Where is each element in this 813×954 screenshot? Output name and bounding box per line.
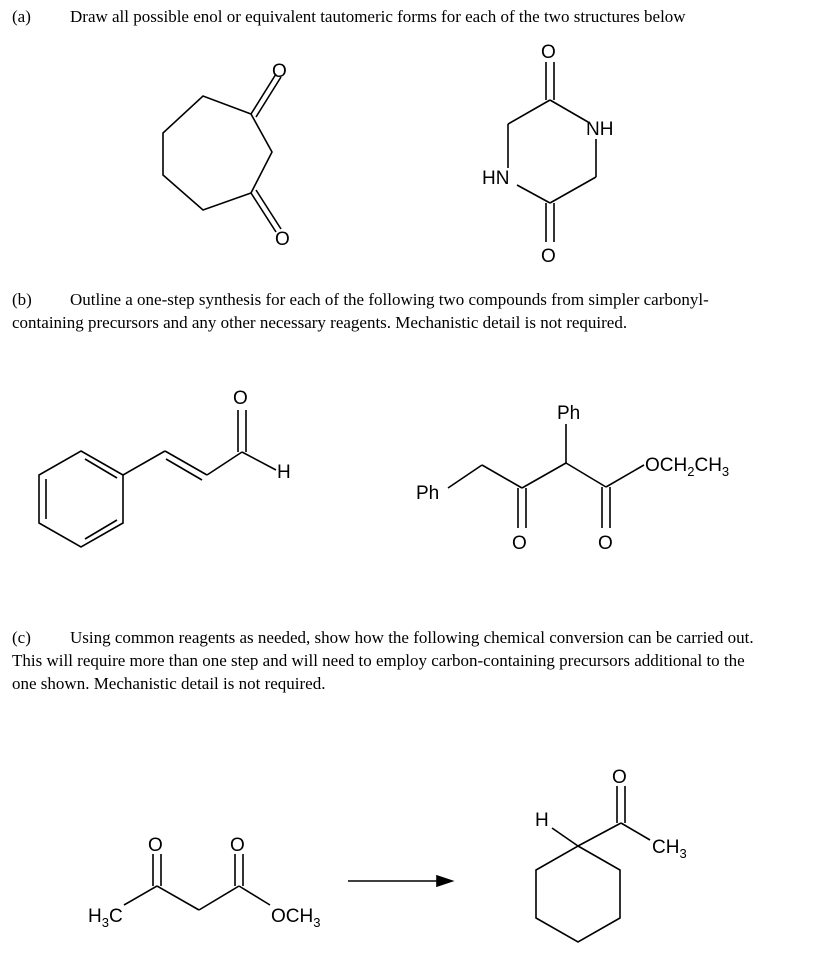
ketone-oxygen-label: O — [148, 835, 163, 856]
methyl-acetoacetate-structure — [88, 835, 320, 930]
cyclohexyl-methyl-ketone-structure — [535, 767, 687, 942]
ketone-oxygen-label: O — [275, 229, 290, 250]
aldehyde-oxygen-label: O — [233, 388, 248, 409]
hn-label: HN — [482, 168, 510, 189]
phenyl-label: Ph — [416, 483, 440, 504]
aldehyde-hydrogen-label: H — [277, 462, 291, 483]
hydrogen-label: H — [535, 810, 549, 831]
question-c-label: (c) — [12, 628, 31, 647]
reaction-arrow — [348, 876, 452, 886]
benzene-ring — [39, 451, 123, 547]
amide-oxygen-label: O — [541, 246, 556, 267]
methyl-label: $H_3C$ — [88, 906, 123, 930]
cyclohexane-ring — [536, 846, 620, 942]
cinnamaldehyde-structure — [39, 388, 291, 547]
question-a-label: (a) — [12, 7, 31, 26]
ketone-oxygen-label: O — [612, 767, 627, 788]
phenyl-label: Ph — [557, 403, 581, 424]
ethoxy-label: $OCH_2CH_3$ — [645, 455, 730, 479]
question-b-text: Outline a one-step synthesis for each of the following two compounds from simpler carbonyl-containing precursors and any other necessary reagents. Mechanistic detail is not required. — [12, 290, 709, 332]
question-c-text: Using common reagents as needed, show how the following chemical conversion can be carried out. This will require more than one step and will need to employ carbon-containing precursors additional to the one shown. Mechanistic detail is not required. — [12, 628, 754, 693]
ester-oxygen-label: O — [598, 533, 613, 554]
question-b-label: (b) — [12, 290, 32, 309]
piperazinedione-structure — [482, 42, 613, 267]
ester-oxygen-label: O — [230, 835, 245, 856]
amide-oxygen-label: O — [541, 42, 556, 63]
methyl-label: $CH_3$ — [652, 837, 687, 861]
question-a-text: Draw all possible enol or equivalent tautomeric forms for each of the two structures below — [70, 7, 686, 26]
methoxy-label: $OCH_3$ — [271, 906, 321, 930]
ketone-oxygen-label: O — [272, 61, 287, 82]
nh-label: NH — [586, 119, 614, 140]
ketone-oxygen-label: O — [512, 533, 527, 554]
seven-membered-ring — [163, 96, 272, 210]
cycloheptanedione-structure — [163, 61, 290, 250]
beta-ketoester-structure — [416, 403, 729, 554]
